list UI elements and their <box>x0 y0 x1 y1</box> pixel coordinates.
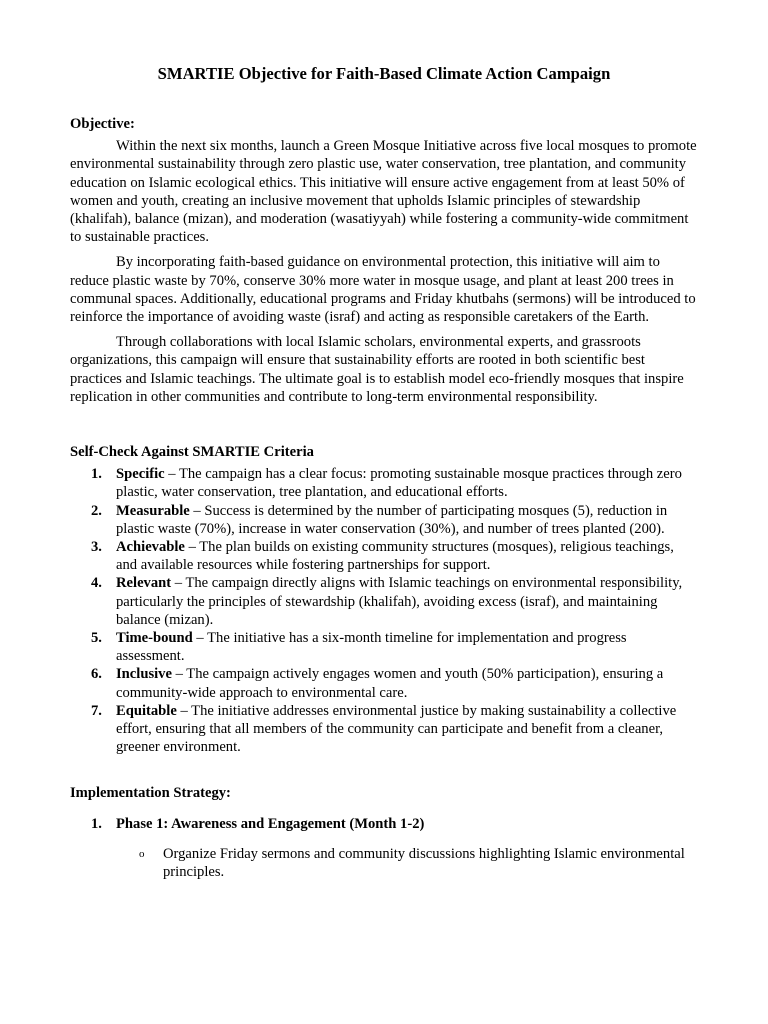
criteria-list <box>70 465 698 756</box>
phase-subitem <box>116 845 698 881</box>
criteria-item-inclusive <box>70 665 698 701</box>
item-number: 2. <box>91 502 102 519</box>
implementation-heading: Implementation Strategy: <box>70 784 231 801</box>
item-number: 1. <box>91 466 102 483</box>
phase-subitems <box>116 845 698 881</box>
criteria-text: – The initiative addresses environmental justice by making sustainability a collective effort, ensuring that all members of the community can participate and benefit from a cleaner, greener environment. <box>116 702 677 756</box>
item-number: 7. <box>91 702 102 719</box>
subitem-text: Organize Friday sermons and community discussions highlighting Islamic environmental principles. <box>163 845 685 881</box>
criteria-item-achievable <box>70 538 698 574</box>
objective-paragraph-3: Through collaborations with local Islamic scholars, environmental experts, and grassroots organizations, this campaign will ensure that sustainability efforts are rooted in both scientific best practices and Islamic teachings. The ultimate goal is to establish model eco-friendly mosques that inspire replication in other communities and contribute to long-term environmental responsibility. <box>70 334 684 405</box>
phase-item <box>70 815 698 882</box>
item-number: 6. <box>91 666 102 683</box>
criteria-term: Specific <box>116 466 165 483</box>
phase-title: Phase 1: Awareness and Engagement (Month 1-2) <box>116 815 425 832</box>
criteria-term: Time-bound <box>116 630 193 647</box>
section-spacer <box>70 413 698 443</box>
criteria-item-relevant <box>70 574 698 629</box>
criteria-item-equitable <box>70 702 698 757</box>
criteria-text: – The campaign directly aligns with Islamic teachings on environmental responsibility, particularly the principles of stewardship (khalifah), avoiding excess (israf), and maintaining balance (mizan). <box>116 575 683 628</box>
criteria-text: – The campaign has a clear focus: promoting sustainable mosque practices through zero plastic, water conservation, tree plantation, and educational efforts. <box>116 466 682 501</box>
circle-bullet-icon: o <box>139 847 145 860</box>
phase-list <box>70 815 698 882</box>
criteria-term: Inclusive <box>116 666 172 683</box>
criteria-text: – The plan builds on existing community structures (mosques), religious teachings, and available resources while fostering partnerships for support. <box>116 539 674 574</box>
item-number: 3. <box>91 539 102 556</box>
criteria-text: – The campaign actively engages women and youth (50% participation), ensuring a community-wide approach to environmental care. <box>116 666 664 701</box>
criteria-item-time-bound <box>70 629 698 665</box>
criteria-term: Equitable <box>116 702 177 719</box>
item-number: 5. <box>91 630 102 647</box>
self-check-heading: Self-Check Against SMARTIE Criteria <box>70 444 314 461</box>
item-number: 4. <box>91 575 102 592</box>
phase-number: 1. <box>91 815 102 832</box>
criteria-item-measurable <box>70 502 698 538</box>
criteria-text: – Success is determined by the number of participating mosques (5), reduction in plastic waste (70%), increase in water conservation (30%), and number of trees planted (200). <box>116 502 668 537</box>
document-title: SMARTIE Objective for Faith-Based Climate Action Campaign <box>157 64 611 83</box>
criteria-item-specific <box>70 465 698 501</box>
criteria-text: – The initiative has a six-month timeline for implementation and progress assessment. <box>116 630 627 665</box>
criteria-term: Measurable <box>116 502 190 519</box>
criteria-term: Relevant <box>116 575 172 592</box>
criteria-term: Achievable <box>116 539 185 556</box>
objective-paragraph-2: By incorporating faith-based guidance on environmental protection, this initiative will aim to reduce plastic waste by 70%, conserve 30% more water in mosque usage, and plant at least 200 trees in communal spaces. Additionally, educational programs and Friday khutbahs (sermons) will be introduced to reinforce the importance of avoiding waste (israf) and acting as responsible caretakers of the Earth. <box>70 254 696 326</box>
objective-heading: Objective: <box>70 116 135 132</box>
objective-paragraph-1: Within the next six months, launch a Green Mosque Initiative across five local mosques to promote environmental sustainability through zero plastic use, water conservation, tree plantation, and community education on Islamic ecological ethics. This initiative will ensure active engagement from at least 50% of women and youth, creating an inclusive movement that upholds Islamic principles of stewardship (khalifah), balance (mizan), and moderation (wasatiyyah) while fostering a community-wide commitment to sustainable practices. <box>70 138 697 246</box>
